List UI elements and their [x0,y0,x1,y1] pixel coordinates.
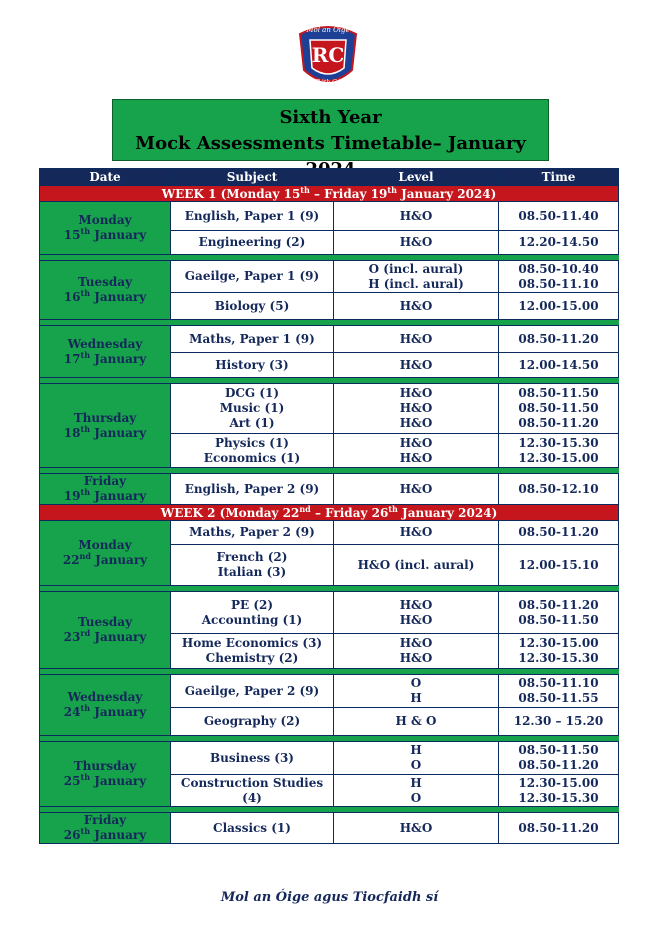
level-cell: H&O [334,474,499,505]
date-cell: Tuesday 16th January [40,261,171,320]
crest-top-text: Mol an Óige [306,26,350,34]
level-cell: H & O [334,708,499,736]
school-motto: Mol an Óige agus Tiocfaidh sí [220,890,439,905]
school-crest [290,18,366,90]
date-cell: Monday 15th January [40,202,171,255]
table-row [40,384,619,434]
level-cell: H&O H&O [334,634,499,669]
subject-cell: Gaeilge, Paper 1 (9) [171,261,334,293]
subject-cell: Business (3) [171,742,334,775]
table-row [40,592,619,634]
time-cell: 08.50-11.10 08.50-11.55 [499,675,619,708]
subject-cell: Geography (2) [171,708,334,736]
time-cell: 12.30-15.00 12.30-15.30 [499,634,619,669]
level-cell: H O [334,775,499,807]
subject-cell: Construction Studies (4) [171,775,334,807]
subject-cell: Gaeilge, Paper 2 (9) [171,675,334,708]
level-cell: O H [334,675,499,708]
time-cell: 12.20-14.50 [499,231,619,255]
subject-cell: Maths, Paper 1 (9) [171,326,334,353]
week-1-banner: WEEK 1 (Monday 15th – Friday 19th January 2024) [40,186,619,202]
subject-cell: Biology (5) [171,293,334,320]
date-cell: Wednesday 17th January [40,326,171,378]
subject-cell: History (3) [171,353,334,378]
table-row [40,813,619,844]
date-cell: Thursday 18th January [40,384,171,468]
subject-cell: Maths, Paper 2 (9) [171,521,334,545]
table-row [40,675,619,708]
subject-cell: Engineering (2) [171,231,334,255]
header-subject: Subject [171,169,334,186]
level-cell: H O [334,742,499,775]
level-cell: H&O [334,293,499,320]
level-cell: H&O H&O H&O [334,384,499,434]
subject-cell: Physics (1) Economics (1) [171,434,334,468]
subject-cell: DCG (1) Music (1) Art (1) [171,384,334,434]
time-cell: 08.50-11.50 08.50-11.50 08.50-11.20 [499,384,619,434]
table-row [40,202,619,231]
subject-cell: PE (2) Accounting (1) [171,592,334,634]
time-cell: 12.30-15.30 12.30-15.00 [499,434,619,468]
date-cell: Tuesday 23rd January [40,592,171,669]
date-cell: Monday 22nd January [40,521,171,586]
time-cell: 08.50-10.40 08.50-11.10 [499,261,619,293]
header-time: Time [499,169,619,186]
header-row [40,169,619,186]
time-cell: 08.50-11.50 08.50-11.20 [499,742,619,775]
title-box [112,99,549,161]
header-level: Level [334,169,499,186]
level-cell: H&O [334,202,499,231]
table-row [40,326,619,353]
table-row [40,474,619,505]
date-cell: Wednesday 24th January [40,675,171,736]
time-cell: 12.30 – 15.20 [499,708,619,736]
level-cell: H&O [334,353,499,378]
time-cell: 12.00-15.10 [499,545,619,586]
time-cell: 12.00-15.00 [499,293,619,320]
time-cell: 08.50-12.10 [499,474,619,505]
title-line-1: Sixth Year [279,107,382,128]
level-cell: H&O [334,326,499,353]
time-cell: 08.50-11.20 [499,521,619,545]
level-cell: H&O [334,231,499,255]
week-2-banner: WEEK 2 (Monday 22nd – Friday 26th January 2024) [40,505,619,521]
level-cell: O (incl. aural) H (incl. aural) [334,261,499,293]
subject-cell: Classics (1) [171,813,334,844]
subject-cell: English, Paper 2 (9) [171,474,334,505]
time-cell: 08.50-11.20 08.50-11.50 [499,592,619,634]
level-cell: H&O (incl. aural) [334,545,499,586]
level-cell: H&O [334,521,499,545]
subject-cell: French (2) Italian (3) [171,545,334,586]
date-cell: Friday 26th January [40,813,171,844]
subject-cell: English, Paper 1 (9) [171,202,334,231]
table-row [40,521,619,545]
crest-bottom-text: Ráth Có [315,79,341,86]
header-date: Date [40,169,171,186]
table-row [40,261,619,293]
time-cell: 08.50-11.40 [499,202,619,231]
title-line-2: Mock Assessments Timetable– January [135,133,526,154]
date-cell: Thursday 25th January [40,742,171,807]
time-cell: 08.50-11.20 [499,813,619,844]
level-cell: H&O H&O [334,592,499,634]
level-cell: H&O [334,813,499,844]
date-cell: Friday 19th January [40,474,171,505]
time-cell: 12.30-15.00 12.30-15.30 [499,775,619,807]
level-cell: H&O H&O [334,434,499,468]
table-row [40,742,619,775]
subject-cell: Home Economics (3) Chemistry (2) [171,634,334,669]
time-cell: 12.00-14.50 [499,353,619,378]
time-cell: 08.50-11.20 [499,326,619,353]
crest-letters: RC [311,43,345,67]
timetable [39,168,619,844]
